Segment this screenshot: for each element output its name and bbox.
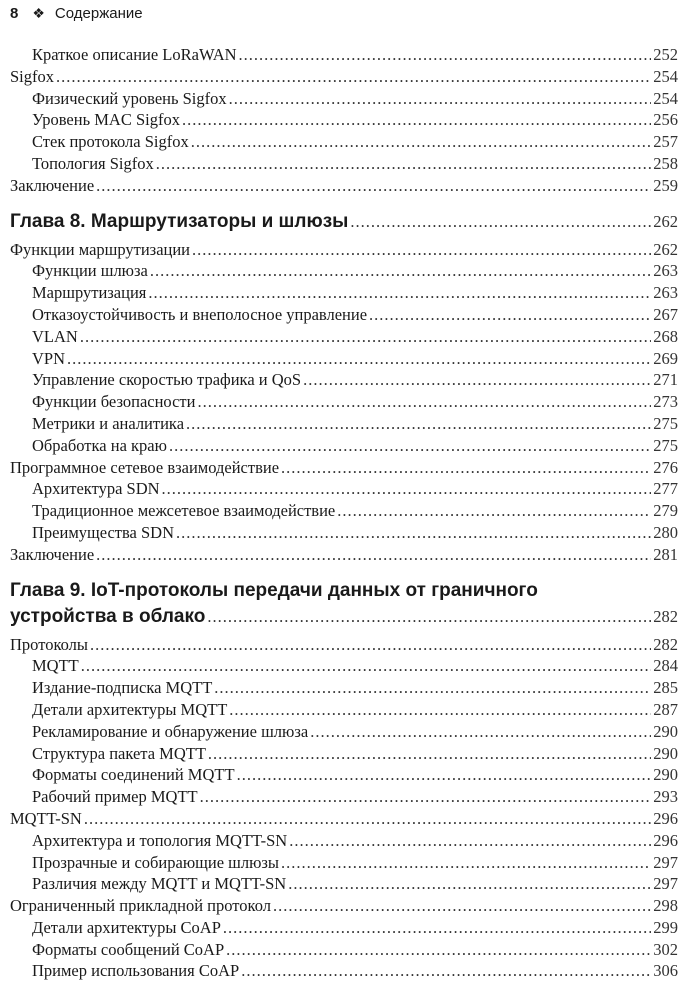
dot-leader [207, 604, 651, 630]
toc-entry-title: Отказоустойчивость и внеполосное управление [32, 304, 368, 324]
toc-entry-page: 269 [653, 348, 678, 368]
toc-entry[interactable] [10, 830, 678, 852]
toc-entry-title: Архитектура SDN [32, 479, 160, 499]
toc-entry-page: 257 [653, 132, 678, 152]
toc-entry-page: 297 [653, 852, 678, 872]
toc-entry[interactable] [10, 175, 678, 197]
toc-section-b [10, 239, 678, 566]
toc-entry-title: Рекламирование и обнаружение шлюза [32, 721, 309, 741]
dot-leader [192, 239, 651, 261]
toc-entry-page: 293 [653, 787, 678, 807]
toc-entry-page: 275 [653, 435, 678, 455]
toc-entry-title: Архитектура и топология MQTT-SN [32, 830, 288, 850]
toc-entry-page: 296 [653, 830, 678, 850]
toc-entry[interactable] [10, 852, 678, 874]
toc-entry[interactable] [10, 131, 678, 153]
toc-entry-page: 299 [653, 917, 678, 937]
toc-entry[interactable] [10, 764, 678, 786]
toc-entry-title: Различия между MQTT и MQTT-SN [32, 874, 287, 894]
dot-leader [237, 764, 652, 786]
dot-leader [200, 786, 652, 808]
dot-leader [150, 260, 651, 282]
toc-entry-page: 298 [653, 896, 678, 916]
toc-entry[interactable] [10, 88, 678, 110]
toc-entry-page: 280 [653, 522, 678, 542]
chapter-title-line-2: устройства в облако [10, 605, 206, 627]
toc-entry[interactable] [10, 939, 678, 961]
table-of-contents [10, 44, 678, 982]
toc-entry-page: 267 [653, 304, 678, 324]
toc-entry-page: 268 [653, 326, 678, 346]
dot-leader [182, 109, 651, 131]
toc-entry-page: 258 [653, 153, 678, 173]
toc-entry[interactable] [10, 634, 678, 656]
dot-leader [214, 677, 651, 699]
dot-leader [80, 326, 651, 348]
dot-leader [223, 917, 651, 939]
toc-entry-page: 256 [653, 110, 678, 130]
dot-leader [289, 830, 651, 852]
toc-entry-title: Традиционное межсетевое взаимодействие [32, 501, 336, 521]
toc-entry[interactable] [10, 500, 678, 522]
toc-entry-page: 297 [653, 874, 678, 894]
diamond-separator-icon: ❖ [32, 4, 45, 21]
toc-entry[interactable] [10, 917, 678, 939]
toc-entry-title: Управление скоростью трафика и QoS [32, 370, 302, 390]
dot-leader [241, 960, 651, 982]
toc-entry[interactable] [10, 282, 678, 304]
dot-leader [229, 88, 652, 110]
dot-leader [288, 873, 651, 895]
toc-entry-page: 287 [653, 699, 678, 719]
toc-entry-page: 302 [653, 939, 678, 959]
toc-entry[interactable] [10, 391, 678, 413]
dot-leader [169, 435, 651, 457]
toc-entry-title: Ограниченный прикладной протокол [10, 896, 271, 916]
dot-leader [337, 500, 651, 522]
toc-entry[interactable] [10, 413, 678, 435]
dot-leader [56, 66, 651, 88]
chapter-title-line-1: Глава 9. IoT-протоколы передачи данных от граничного [10, 579, 538, 601]
dot-leader [148, 282, 651, 304]
running-title: Содержание [54, 4, 143, 22]
toc-entry-page: 262 [653, 239, 678, 259]
dot-leader [84, 808, 651, 830]
toc-entry-page: 285 [653, 678, 678, 698]
toc-entry-title: Функции маршрутизации [10, 239, 191, 259]
dot-leader [273, 895, 651, 917]
toc-entry[interactable] [10, 457, 678, 479]
dot-leader [81, 655, 652, 677]
toc-entry[interactable] [10, 209, 678, 235]
toc-entry[interactable] [10, 66, 678, 88]
page-number: 8 [10, 4, 19, 22]
toc-section-a [10, 44, 678, 197]
toc-entry-title: Рабочий пример MQTT [32, 787, 198, 807]
toc-entry-title: MQTT-SN [10, 808, 82, 828]
toc-entry-title: Маршрутизация [32, 283, 147, 303]
toc-entry-title: Заключение [10, 175, 95, 195]
toc-entry[interactable] [10, 544, 678, 566]
toc-entry-page: 279 [653, 501, 678, 521]
dot-leader [226, 939, 651, 961]
toc-entry-page: 273 [653, 392, 678, 412]
page-ref: 262 [653, 211, 678, 231]
dot-leader [186, 413, 651, 435]
toc-entry[interactable] [10, 873, 678, 895]
toc-entry-title: Sigfox [10, 66, 55, 86]
dot-leader [281, 457, 651, 479]
dot-leader [176, 522, 651, 544]
dot-leader [90, 634, 651, 656]
toc-entry-page: 281 [653, 544, 678, 564]
dot-leader [229, 699, 651, 721]
toc-entry[interactable] [10, 522, 678, 544]
toc-entry-page: 290 [653, 721, 678, 741]
toc-entry-page: 277 [653, 479, 678, 499]
toc-entry-page: 306 [653, 961, 678, 981]
toc-entry-title: Топология Sigfox [32, 153, 154, 173]
toc-entry-title: Уровень MAC Sigfox [32, 110, 180, 130]
toc-entry-title: Краткое описание LoRaWAN [32, 45, 237, 64]
dot-leader [191, 131, 652, 153]
toc-entry-page: 276 [653, 457, 678, 477]
dot-leader [162, 478, 652, 500]
toc-entry-title: Детали архитектуры MQTT [32, 699, 228, 719]
toc-entry-title: Метрики и аналитика [32, 413, 185, 433]
toc-entry-title: Программное сетевое взаимодействие [10, 457, 280, 477]
toc-entry-page: 252 [653, 45, 678, 64]
toc-entry-page: 259 [653, 175, 678, 195]
toc-entry-page: 296 [653, 808, 678, 828]
toc-entry[interactable] [10, 44, 678, 66]
toc-entry[interactable] [10, 348, 678, 370]
dot-leader [67, 348, 651, 370]
toc-entry-page: 263 [653, 261, 678, 281]
dot-leader [310, 721, 651, 743]
toc-entry[interactable] [10, 326, 678, 348]
toc-entry-page: 275 [653, 413, 678, 433]
toc-section-c [10, 634, 678, 983]
toc-entry-title: Прозрачные и собирающие шлюзы [32, 852, 280, 872]
dot-leader [239, 44, 652, 66]
dot-leader [350, 209, 651, 235]
toc-entry[interactable] [10, 109, 678, 131]
page-ref: 282 [653, 606, 678, 626]
toc-entry-page: 254 [653, 88, 678, 108]
toc-entry-title: Протоколы [10, 634, 88, 654]
chapter-9-heading [10, 578, 678, 630]
toc-entry-title: VPN [32, 348, 66, 368]
toc-entry[interactable] [10, 743, 678, 765]
toc-entry-title: Структура пакета MQTT [32, 743, 206, 763]
toc-entry-page: 290 [653, 765, 678, 785]
toc-entry-title: Физический уровень Sigfox [32, 88, 227, 108]
toc-entry[interactable] [10, 435, 678, 457]
toc-entry-title: Пример использования CoAP [32, 961, 240, 981]
dot-leader [96, 175, 651, 197]
toc-entry[interactable] [10, 604, 678, 630]
toc-entry-page: 284 [653, 656, 678, 676]
toc-entry-page: 282 [653, 634, 678, 654]
toc-entry[interactable] [10, 808, 678, 830]
toc-entry[interactable] [10, 786, 678, 808]
toc-entry[interactable] [10, 478, 678, 500]
toc-entry[interactable] [10, 721, 678, 743]
chapter-8-heading [10, 209, 678, 235]
toc-entry-title: Преимущества SDN [32, 522, 175, 542]
toc-entry[interactable] [10, 369, 678, 391]
dot-leader [208, 743, 651, 765]
toc-entry-title: Заключение [10, 544, 95, 564]
toc-entry[interactable] [10, 655, 678, 677]
dot-leader [156, 153, 651, 175]
toc-entry-page: 290 [653, 743, 678, 763]
chapter-title: Глава 8. Маршрутизаторы и шлюзы [10, 210, 349, 232]
dot-leader [197, 391, 651, 413]
toc-entry-title: MQTT [32, 656, 79, 676]
toc-entry[interactable] [10, 895, 678, 917]
toc-entry[interactable] [10, 960, 678, 982]
dot-leader [96, 544, 651, 566]
toc-entry[interactable] [10, 677, 678, 699]
toc-entry-page: 271 [653, 370, 678, 390]
toc-entry-page: 254 [653, 66, 678, 86]
toc-entry[interactable] [10, 304, 678, 326]
toc-entry-title: Форматы соединений MQTT [32, 765, 235, 785]
toc-entry-title: Функции шлюза [32, 261, 148, 281]
toc-entry-title: Обработка на краю [32, 435, 167, 455]
dot-leader [281, 852, 651, 874]
toc-entry[interactable] [10, 239, 678, 261]
toc-entry-title: Стек протокола Sigfox [32, 132, 189, 152]
toc-entry-title: VLAN [32, 326, 78, 346]
dot-leader [303, 369, 651, 391]
running-header [10, 2, 678, 24]
toc-entry-title: Детали архитектуры CoAP [32, 917, 221, 937]
toc-entry[interactable] [10, 153, 678, 175]
toc-entry-page: 263 [653, 283, 678, 303]
toc-entry-title: Форматы сообщений CoAP [32, 939, 225, 959]
dot-leader [369, 304, 651, 326]
toc-entry-title: Функции безопасности [32, 392, 196, 412]
toc-entry[interactable] [10, 260, 678, 282]
toc-entry-title: Издание-подписка MQTT [32, 678, 213, 698]
toc-entry[interactable] [10, 699, 678, 721]
